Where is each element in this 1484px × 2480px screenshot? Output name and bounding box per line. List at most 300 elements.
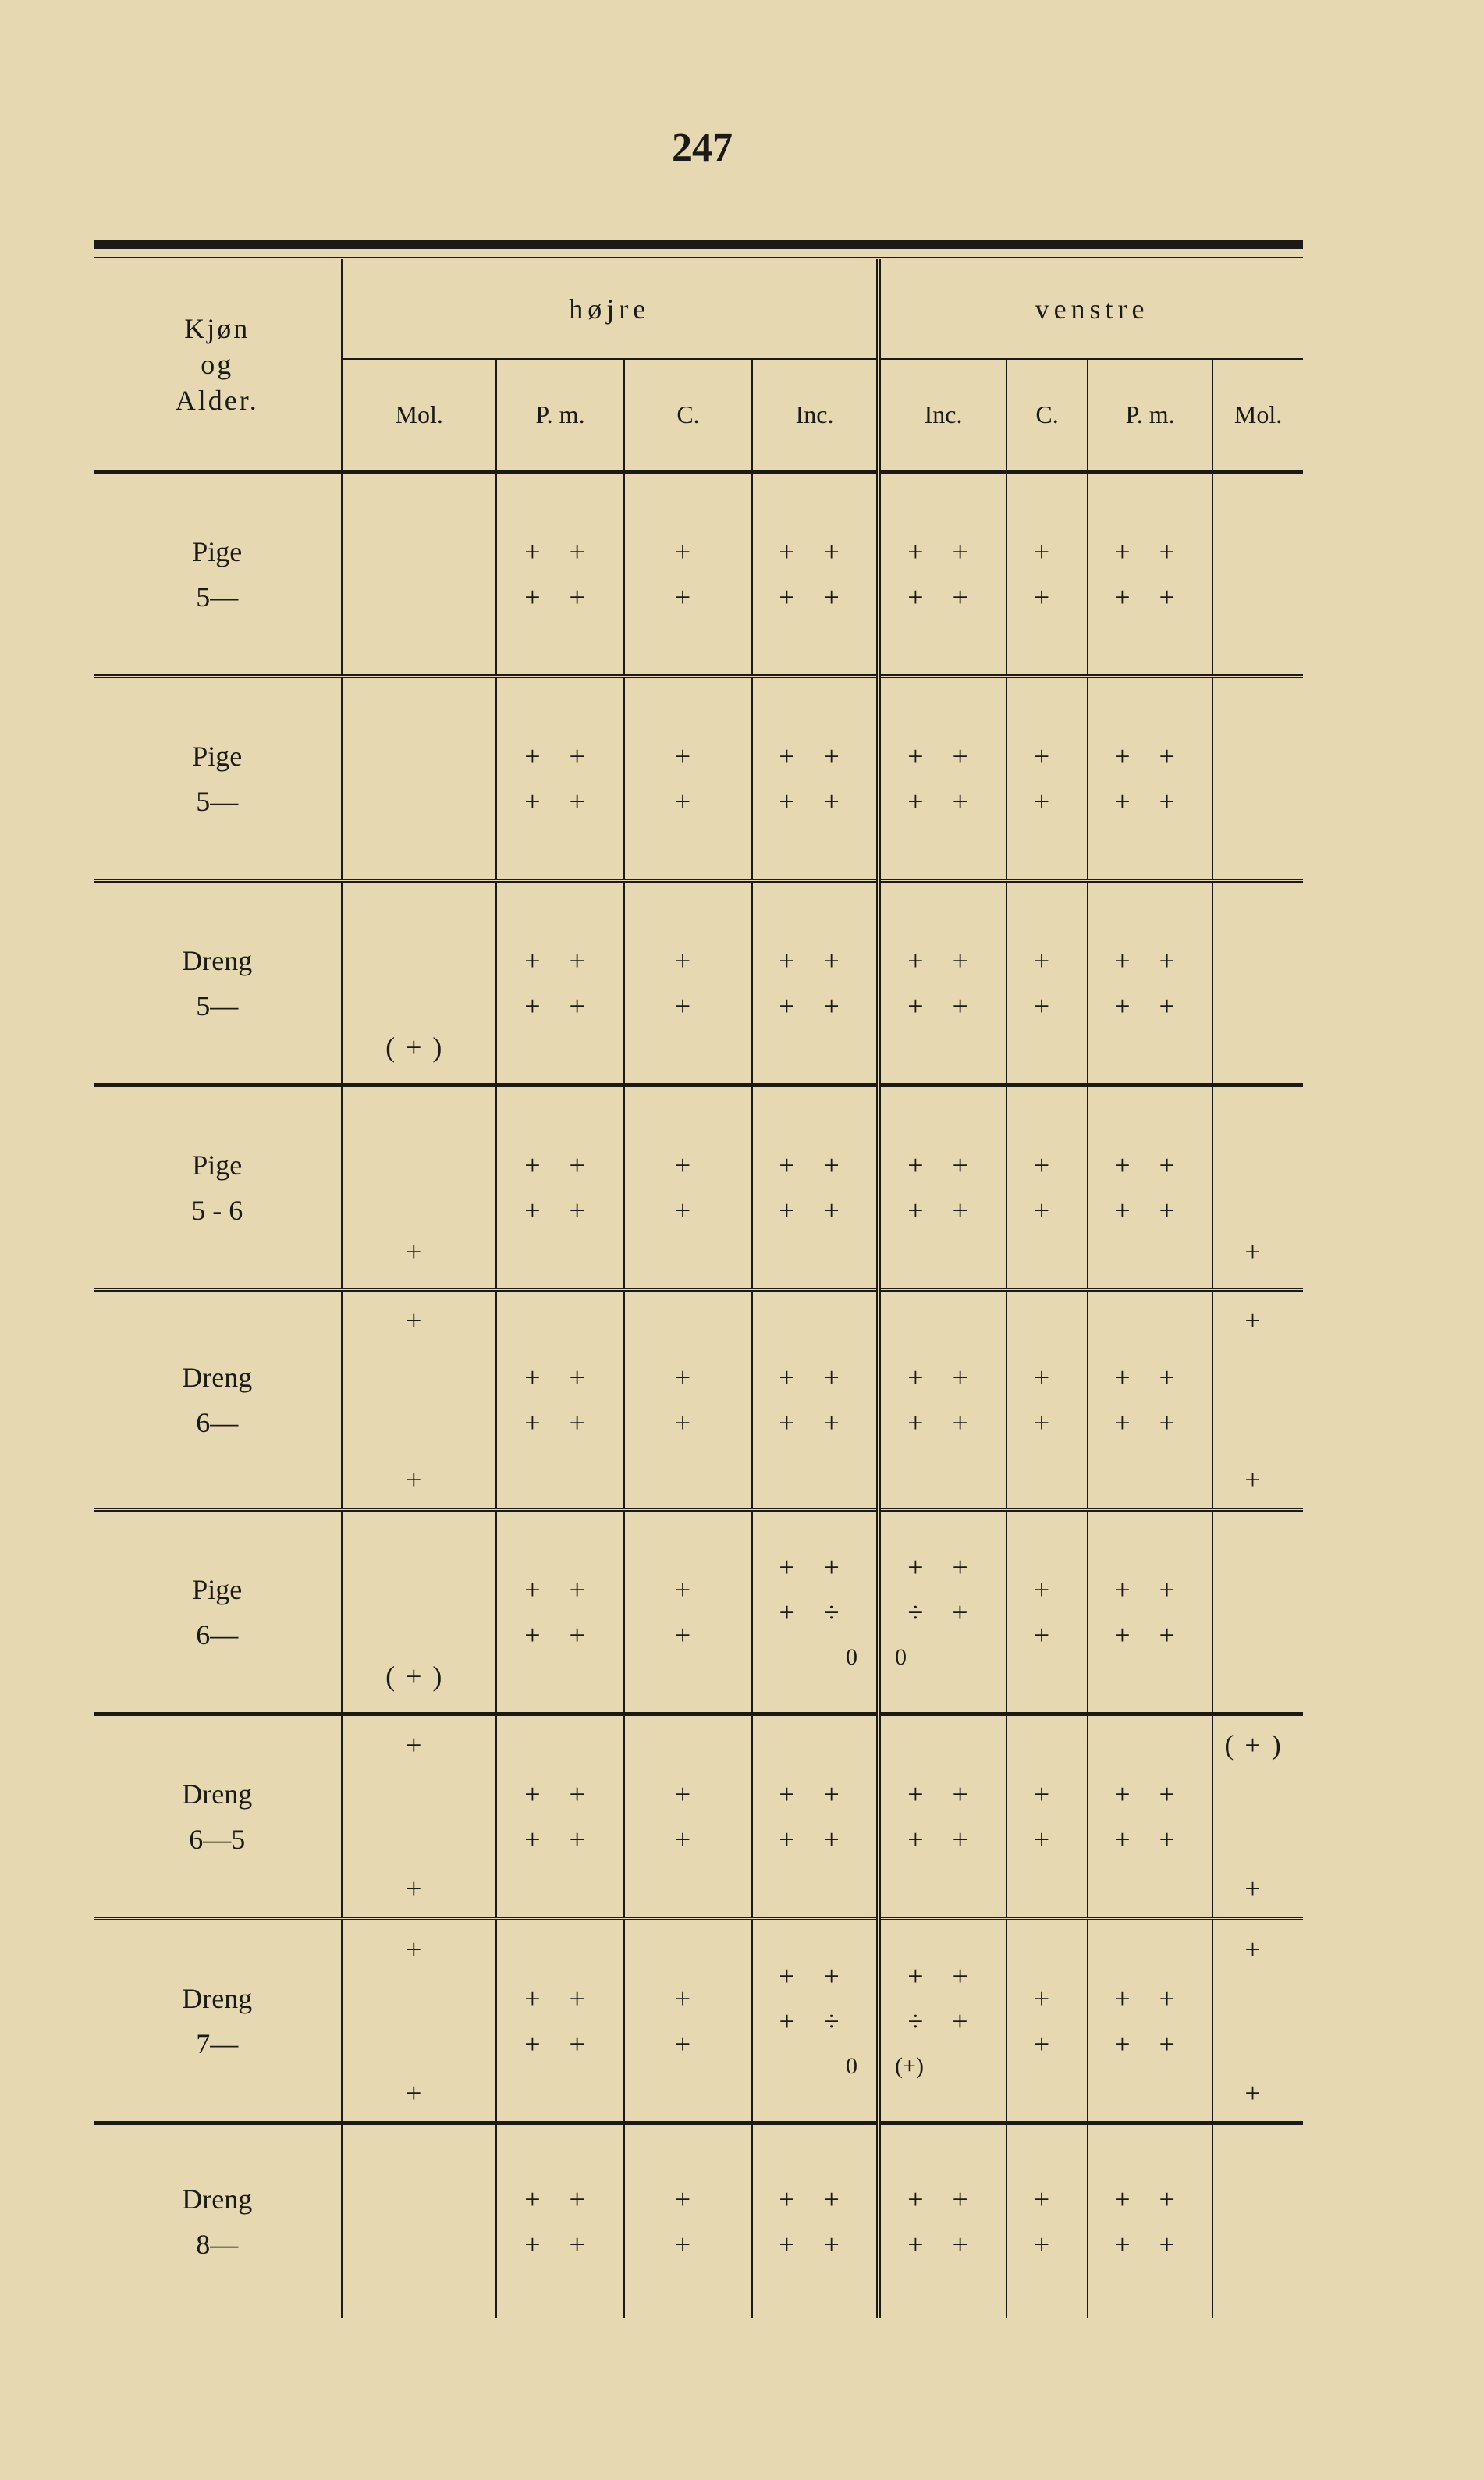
- cell-value: 0: [846, 2052, 858, 2079]
- cell-value: + +: [1114, 1149, 1186, 1181]
- cell-pm-right: [496, 1290, 624, 1510]
- col-mol-left: Mol.: [1212, 359, 1303, 471]
- cell-value: + +: [524, 2027, 596, 2059]
- cell-value: +: [406, 1933, 433, 1965]
- col-pm-right: P. m.: [496, 359, 624, 471]
- cell-values: [1088, 1355, 1212, 1445]
- cell-pm-left: [1088, 881, 1212, 1085]
- cell-value: + +: [779, 1959, 850, 1991]
- cell-values: [881, 1355, 1006, 1445]
- cell-c-left: [1006, 1919, 1088, 2123]
- cell-value: + +: [524, 1823, 596, 1855]
- cell-mol-right: [342, 1919, 496, 2123]
- header-alder: Alder.: [175, 385, 259, 416]
- cell-value: +: [1033, 2228, 1061, 2260]
- cell-pm-left: [1088, 1510, 1212, 1714]
- row-label-sex: Pige: [192, 535, 243, 567]
- cell-value: +: [1244, 1872, 1272, 1904]
- cell-value: +: [1033, 1361, 1061, 1393]
- cell-value: +: [1244, 1304, 1272, 1336]
- cell-value: + +: [907, 785, 979, 817]
- cell-values: [625, 1567, 751, 1657]
- cell-value: +: [1033, 1982, 1061, 2014]
- cell-value: +: [674, 944, 702, 976]
- cell-values: [343, 1526, 496, 1699]
- cell-values: [343, 1101, 496, 1274]
- cell-value: + +: [1114, 1778, 1186, 1810]
- row-label: [94, 2123, 342, 2318]
- cell-value: +: [674, 1361, 702, 1393]
- row-label-sex: Dreng: [182, 1361, 253, 1393]
- cell-value: (+): [385, 1031, 453, 1063]
- cell-values: [881, 2176, 1006, 2267]
- cell-value: + +: [907, 740, 979, 772]
- cell-pm-right: [496, 1510, 624, 1714]
- cell-value: +: [1244, 1933, 1272, 1965]
- cell-values: [343, 897, 496, 1070]
- cell-mol-right: [342, 1085, 496, 1290]
- cell-value: +: [1033, 944, 1061, 976]
- cell-pm-left: [1088, 1085, 1212, 1290]
- cell-value: + +: [779, 2183, 850, 2215]
- cell-values: [1088, 734, 1212, 824]
- cell-value: + +: [907, 581, 979, 613]
- page-number: 247: [672, 126, 733, 170]
- cell-values: [625, 1142, 751, 1233]
- cell-value: +: [1033, 1573, 1061, 1605]
- cell-value: ÷ +: [907, 1596, 979, 1628]
- table-row: [94, 677, 1303, 881]
- row-label-sex: Dreng: [182, 2183, 253, 2215]
- header-kjon: Kjøn: [184, 313, 250, 344]
- row-label-sex: Pige: [192, 740, 243, 772]
- cell-inc-right: [752, 1919, 879, 2123]
- cell-value: + +: [1114, 1618, 1186, 1650]
- cell-c-right: [624, 472, 752, 677]
- cell-value: + +: [1114, 1823, 1186, 1855]
- cell-value: +: [674, 1823, 702, 1855]
- cell-mol-left: [1212, 1714, 1303, 1919]
- cell-values: [1007, 1142, 1087, 1233]
- row-label: [94, 1510, 342, 1714]
- row-label-age: 6—5: [189, 1823, 246, 1855]
- cell-value: +: [406, 1872, 433, 1904]
- row-label-age: 5—: [196, 581, 239, 613]
- cell-value: +: [1244, 1463, 1272, 1495]
- cell-value: + +: [907, 2228, 979, 2260]
- cell-value: + +: [1114, 2228, 1186, 2260]
- cell-value: +: [674, 1149, 702, 1181]
- cell-values: [753, 1355, 876, 1445]
- cell-value: +: [674, 740, 702, 772]
- cell-values: [881, 1953, 1006, 2089]
- cell-pm-right: [496, 881, 624, 1085]
- cell-inc-right: [752, 1714, 879, 1919]
- cell-values: [1007, 1567, 1087, 1657]
- cell-mol-left: [1212, 881, 1303, 1085]
- cell-value: + ÷: [779, 2005, 850, 2037]
- cell-value: + +: [1114, 1361, 1186, 1393]
- reflex-table: [94, 259, 1303, 2318]
- cell-values: [1007, 2176, 1087, 2267]
- cell-c-left: [1006, 1290, 1088, 1510]
- row-label-age: 6—: [196, 1618, 239, 1650]
- cell-value: (+): [1224, 1729, 1292, 1761]
- header-hojre: højre: [342, 259, 879, 359]
- cell-value: +: [406, 1463, 433, 1495]
- cell-values: [881, 734, 1006, 824]
- cell-mol-right: [342, 677, 496, 881]
- cell-value: 0: [895, 1643, 907, 1670]
- cell-value: +: [674, 785, 702, 817]
- cell-value: +: [1033, 2027, 1061, 2059]
- cell-value: + ÷: [779, 1596, 850, 1628]
- cell-c-left: [1006, 1714, 1088, 1919]
- cell-value: +: [674, 1573, 702, 1605]
- cell-value: + +: [907, 1361, 979, 1393]
- cell-value: + +: [1114, 2027, 1186, 2059]
- cell-value: +: [674, 2228, 702, 2260]
- cell-value: +: [1033, 1406, 1061, 1438]
- cell-value: + +: [779, 944, 850, 976]
- cell-value: +: [1033, 1149, 1061, 1181]
- cell-value: +: [1033, 2183, 1061, 2215]
- cell-c-right: [624, 1714, 752, 1919]
- cell-c-left: [1006, 1510, 1088, 1714]
- cell-value: + +: [907, 2183, 979, 2215]
- table-row: [94, 1714, 1303, 1919]
- cell-c-right: [624, 677, 752, 881]
- cell-value: +: [674, 535, 702, 567]
- cell-values: [1088, 1976, 1212, 2066]
- cell-inc-left: [879, 1919, 1006, 2123]
- cell-values: [881, 1544, 1006, 1680]
- cell-inc-left: [879, 1510, 1006, 1714]
- cell-pm-left: [1088, 1919, 1212, 2123]
- cell-value: +: [1033, 1194, 1061, 1226]
- cell-pm-left: [1088, 677, 1212, 881]
- row-label: [94, 1290, 342, 1510]
- cell-values: [1213, 1722, 1303, 1911]
- cell-value: + +: [524, 1361, 596, 1393]
- cell-mol-right: [342, 1510, 496, 1714]
- cell-values: [497, 1142, 623, 1233]
- cell-pm-right: [496, 472, 624, 677]
- cell-c-right: [624, 1290, 752, 1510]
- table-row: [94, 1919, 1303, 2123]
- cell-values: [625, 1355, 751, 1445]
- header-venstre: venstre: [879, 259, 1303, 359]
- col-c-left: C.: [1006, 359, 1088, 471]
- cell-value: + +: [907, 1959, 979, 1991]
- top-thick-rule: [94, 240, 1303, 249]
- cell-mol-right: [342, 1714, 496, 1919]
- cell-values: [497, 2176, 623, 2267]
- cell-values: [625, 1771, 751, 1862]
- cell-values: [1007, 529, 1087, 620]
- cell-value: + +: [907, 535, 979, 567]
- cell-value: + +: [779, 1551, 850, 1583]
- cell-c-right: [624, 1510, 752, 1714]
- cell-value: +: [1033, 1618, 1061, 1650]
- cell-pm-left: [1088, 1290, 1212, 1510]
- cell-values: [497, 1567, 623, 1657]
- cell-values: [881, 1142, 1006, 1233]
- cell-pm-right: [496, 1919, 624, 2123]
- cell-value: +: [674, 1778, 702, 1810]
- cell-value: + +: [524, 990, 596, 1021]
- cell-value: + +: [524, 944, 596, 976]
- cell-value: + +: [1114, 1982, 1186, 2014]
- cell-value: (+): [385, 1660, 453, 1692]
- cell-value: +: [674, 581, 702, 613]
- cell-value: +: [1033, 535, 1061, 567]
- cell-value: + +: [1114, 1194, 1186, 1226]
- cell-values: [1007, 1355, 1087, 1445]
- cell-value: + +: [1114, 581, 1186, 613]
- cell-values: [1213, 1101, 1303, 1274]
- cell-values: [1213, 1927, 1303, 2116]
- cell-value: + +: [779, 1406, 850, 1438]
- col-c-right: C.: [624, 359, 752, 471]
- cell-values: [753, 938, 876, 1029]
- cell-pm-right: [496, 1085, 624, 1290]
- cell-inc-right: [752, 881, 879, 1085]
- cell-values: [881, 529, 1006, 620]
- cell-pm-left: [1088, 2123, 1212, 2318]
- cell-value: + +: [524, 1982, 596, 2014]
- cell-value: + +: [524, 535, 596, 567]
- row-label: [94, 881, 342, 1085]
- cell-value: +: [1033, 990, 1061, 1021]
- cell-values: [625, 529, 751, 620]
- cell-inc-right: [752, 1085, 879, 1290]
- cell-values: [1088, 938, 1212, 1029]
- cell-values: [753, 2176, 876, 2267]
- row-label-age: 8—: [196, 2228, 239, 2260]
- cell-inc-left: [879, 1085, 1006, 1290]
- cell-values: [1088, 529, 1212, 620]
- cell-value: + +: [907, 1551, 979, 1583]
- cell-value: + +: [779, 785, 850, 817]
- cell-values: [753, 1544, 876, 1680]
- cell-mol-right: [342, 1290, 496, 1510]
- cell-c-right: [624, 1919, 752, 2123]
- cell-value: + +: [907, 1778, 979, 1810]
- row-label-age: 7—: [196, 2027, 239, 2059]
- row-label-age: 6—: [196, 1406, 239, 1438]
- cell-values: [625, 938, 751, 1029]
- cell-pm-right: [496, 677, 624, 881]
- row-label-sex: Pige: [192, 1149, 243, 1181]
- cell-value: +: [1244, 1235, 1272, 1267]
- cell-values: [753, 1771, 876, 1862]
- table-row: [94, 881, 1303, 1085]
- cell-value: 0: [846, 1643, 858, 1670]
- cell-values: [625, 734, 751, 824]
- cell-value: +: [406, 1729, 433, 1761]
- cell-value: + +: [524, 2183, 596, 2215]
- cell-value: + +: [524, 2228, 596, 2260]
- table-row: [94, 1510, 1303, 1714]
- cell-inc-left: [879, 2123, 1006, 2318]
- cell-value: +: [674, 1982, 702, 2014]
- cell-mol-right: [342, 2123, 496, 2318]
- row-label-age: 5—: [196, 785, 239, 817]
- cell-value: + +: [524, 581, 596, 613]
- cell-c-left: [1006, 1085, 1088, 1290]
- cell-value: + +: [524, 1573, 596, 1605]
- col-inc-left: Inc.: [879, 359, 1006, 471]
- cell-values: [497, 938, 623, 1029]
- cell-value: (+): [895, 2052, 924, 2079]
- cell-c-right: [624, 2123, 752, 2318]
- cell-mol-left: [1212, 677, 1303, 881]
- cell-value: + +: [1114, 1573, 1186, 1605]
- cell-values: [753, 734, 876, 824]
- cell-values: [1213, 1298, 1303, 1502]
- cell-values: [1088, 2176, 1212, 2267]
- cell-pm-right: [496, 2123, 624, 2318]
- cell-value: + +: [779, 535, 850, 567]
- cell-values: [1088, 1771, 1212, 1862]
- cell-value: +: [1033, 740, 1061, 772]
- cell-c-left: [1006, 677, 1088, 881]
- col-inc-right: Inc.: [752, 359, 879, 471]
- cell-values: [343, 1722, 496, 1911]
- top-thin-rule: [94, 257, 1303, 258]
- cell-inc-right: [752, 2123, 879, 2318]
- cell-value: + +: [1114, 944, 1186, 976]
- cell-value: +: [1033, 1823, 1061, 1855]
- cell-values: [497, 529, 623, 620]
- cell-value: + +: [779, 1361, 850, 1393]
- cell-value: +: [406, 1304, 433, 1336]
- cell-value: +: [674, 990, 702, 1021]
- cell-c-left: [1006, 2123, 1088, 2318]
- cell-value: + +: [779, 1194, 850, 1226]
- row-label-sex: Dreng: [182, 944, 253, 976]
- cell-mol-left: [1212, 1510, 1303, 1714]
- cell-value: + +: [524, 1406, 596, 1438]
- cell-inc-right: [752, 677, 879, 881]
- cell-inc-left: [879, 472, 1006, 677]
- cell-value: + +: [779, 1778, 850, 1810]
- cell-c-left: [1006, 881, 1088, 1085]
- cell-mol-left: [1212, 1085, 1303, 1290]
- cell-inc-left: [879, 677, 1006, 881]
- cell-values: [1007, 1771, 1087, 1862]
- cell-values: [625, 1976, 751, 2066]
- table-row: [94, 1290, 1303, 1510]
- cell-value: + +: [907, 1149, 979, 1181]
- cell-c-left: [1006, 472, 1088, 677]
- cell-value: + +: [779, 1149, 850, 1181]
- cell-value: + +: [1114, 785, 1186, 817]
- row-label: [94, 1085, 342, 1290]
- cell-values: [1088, 1142, 1212, 1233]
- cell-value: + +: [524, 1194, 596, 1226]
- cell-inc-right: [752, 1290, 879, 1510]
- row-label-sex: Pige: [192, 1573, 243, 1605]
- cell-values: [343, 1927, 496, 2116]
- cell-value: +: [674, 2027, 702, 2059]
- cell-value: +: [1033, 581, 1061, 613]
- cell-inc-right: [752, 1510, 879, 1714]
- cell-value: +: [1033, 1778, 1061, 1810]
- cell-values: [497, 734, 623, 824]
- cell-value: + +: [1114, 740, 1186, 772]
- cell-values: [497, 1771, 623, 1862]
- cell-value: + +: [524, 1778, 596, 1810]
- cell-values: [753, 1953, 876, 2089]
- cell-value: + +: [1114, 2183, 1186, 2215]
- header-og: og: [201, 349, 234, 380]
- cell-value: + +: [907, 1406, 979, 1438]
- col-pm-left: P. m.: [1088, 359, 1212, 471]
- cell-value: +: [674, 2183, 702, 2215]
- cell-mol-left: [1212, 1919, 1303, 2123]
- col-mol-right: Mol.: [342, 359, 496, 471]
- cell-value: + +: [779, 2228, 850, 2260]
- cell-value: + +: [1114, 990, 1186, 1021]
- row-label-age: 5—: [196, 990, 239, 1021]
- cell-value: + +: [779, 740, 850, 772]
- cell-value: +: [674, 1194, 702, 1226]
- cell-value: + +: [907, 1194, 979, 1226]
- cell-mol-left: [1212, 472, 1303, 677]
- cell-values: [343, 1298, 496, 1502]
- cell-values: [625, 2176, 751, 2267]
- row-label: [94, 1714, 342, 1919]
- cell-values: [881, 1771, 1006, 1862]
- cell-values: [881, 938, 1006, 1029]
- cell-mol-left: [1212, 1290, 1303, 1510]
- cell-inc-right: [752, 472, 879, 677]
- table-row: [94, 472, 1303, 677]
- cell-mol-right: [342, 472, 496, 677]
- cell-value: +: [674, 1406, 702, 1438]
- cell-values: [497, 1355, 623, 1445]
- cell-value: + +: [907, 990, 979, 1021]
- row-label-age: 5 - 6: [191, 1194, 243, 1226]
- cell-value: +: [406, 2077, 433, 2109]
- cell-values: [753, 1142, 876, 1233]
- cell-value: + +: [907, 944, 979, 976]
- cell-value: + +: [779, 1823, 850, 1855]
- cell-value: + +: [524, 740, 596, 772]
- cell-value: + +: [779, 581, 850, 613]
- cell-inc-left: [879, 1290, 1006, 1510]
- cell-pm-left: [1088, 472, 1212, 677]
- cell-values: [753, 529, 876, 620]
- row-label: [94, 677, 342, 881]
- row-label-sex: Dreng: [182, 1778, 253, 1810]
- cell-mol-left: [1212, 2123, 1303, 2318]
- cell-value: +: [1033, 785, 1061, 817]
- cell-values: [497, 1976, 623, 2066]
- cell-values: [1007, 938, 1087, 1029]
- cell-value: +: [674, 1618, 702, 1650]
- cell-values: [1088, 1567, 1212, 1657]
- cell-pm-left: [1088, 1714, 1212, 1919]
- row-label: [94, 472, 342, 677]
- cell-values: [1007, 1976, 1087, 2066]
- cell-value: ÷ +: [907, 2005, 979, 2037]
- cell-value: + +: [1114, 535, 1186, 567]
- row-label-sex: Dreng: [182, 1982, 253, 2014]
- cell-value: + +: [524, 1618, 596, 1650]
